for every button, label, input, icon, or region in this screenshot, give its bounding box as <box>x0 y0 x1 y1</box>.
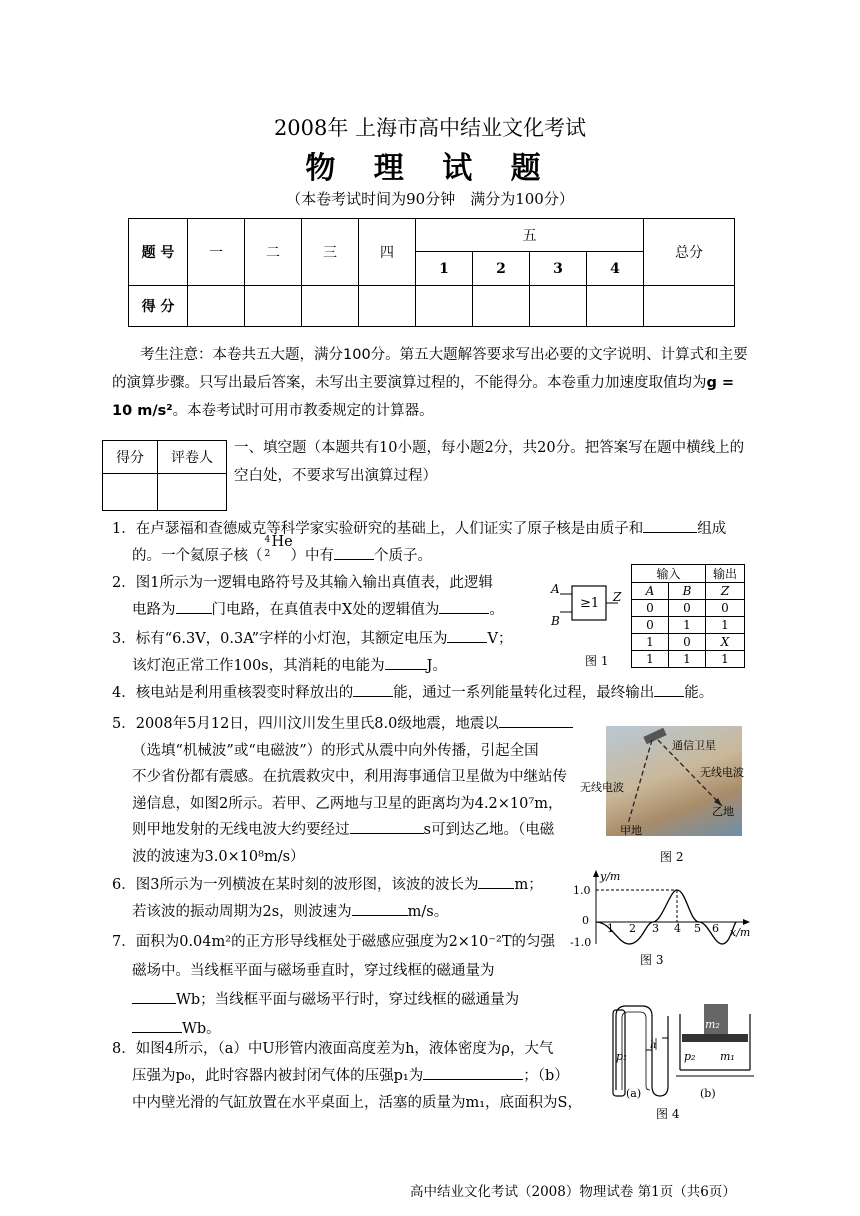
element-symbol: He <box>271 534 293 550</box>
score-table <box>128 218 735 327</box>
truth-cell: 1 <box>669 651 706 668</box>
truth-table <box>631 564 745 668</box>
answer-blank[interactable] <box>350 817 424 834</box>
grader-box <box>102 440 227 511</box>
q-text: 个质子。 <box>374 548 432 564</box>
question-2 <box>112 570 552 624</box>
y-tick-1: 1.0 <box>573 884 591 897</box>
q-text: 递信息，如图2所示。若甲、乙两地与卫星的距离均为4.2×10⁷m， <box>132 795 563 812</box>
label-m2: m₂ <box>705 1018 720 1031</box>
x-arrow <box>743 919 750 925</box>
truth-cell: 1 <box>706 617 745 634</box>
q-text: （选填“机械波”或“电磁波”）的形式从震中向外传播，引起全国 <box>132 742 539 759</box>
q-text: 能，通过一系列能量转化过程，最终输出 <box>393 685 655 701</box>
truth-cell: 0 <box>669 634 706 651</box>
piston <box>682 1034 748 1042</box>
score-cell <box>473 286 530 327</box>
exam-title: 2008年 上海市高中结业文化考试 <box>273 116 587 140</box>
exam-subtitle: （本卷考试时间为90分钟 满分为100分） <box>286 190 574 208</box>
x-tick: 6 <box>712 922 719 935</box>
question-3 <box>112 626 552 680</box>
q-text: Wb；当线框平面与磁场平行时，穿过线框的磁通量为 <box>176 992 520 1008</box>
answer-blank[interactable] <box>439 597 489 614</box>
question-5 <box>112 711 602 870</box>
answer-blank[interactable] <box>654 680 684 697</box>
candidate-notice <box>112 341 752 425</box>
notice-g: g = 10 m/s² <box>112 375 735 419</box>
q-text: 7．面积为0.04m²的正方形导线框处于磁感应强度为2×10⁻²T的匀强 <box>112 934 556 950</box>
label-b: B <box>551 614 560 628</box>
q-text: 电路为 <box>132 602 176 618</box>
answer-blank[interactable] <box>423 1063 523 1080</box>
section-1-heading <box>234 434 754 490</box>
answer-blank[interactable] <box>478 872 514 889</box>
q-text: 能。 <box>684 685 714 701</box>
q-line <box>112 1021 221 1037</box>
atomic-number: 2 <box>264 549 271 559</box>
question-6 <box>112 872 582 926</box>
q-text: J。 <box>426 658 447 674</box>
question-4 <box>112 680 762 707</box>
label-p1: p₁ <box>616 1050 628 1063</box>
score-row-label: 得 分 <box>129 286 188 327</box>
q-text: 若该波的振动周期为2s，则波速为 <box>132 904 352 920</box>
answer-blank[interactable] <box>132 987 176 1004</box>
label-a: A <box>551 582 560 596</box>
x-tick: 1 <box>607 922 614 935</box>
q-line <box>112 992 519 1008</box>
truth-cell: 1 <box>669 617 706 634</box>
q-text: 波的波速为3.0×10⁸m/s） <box>132 848 305 865</box>
notice-text: 考生注意：本卷共五大题，满分100分。第五大题解答要求写出必要的文字说明、计算式和主要的演算步骤。只写出最后答案，未写出主要演算过程的，不能得分。本卷重力加速度取值均为 <box>112 347 748 391</box>
q-text: 该灯泡正常工作100s，其消耗的电能为 <box>132 658 385 674</box>
grader-cell <box>158 474 227 511</box>
q-text: 6．图3所示为一列横波在某时刻的波形图，该波的波长为 <box>112 877 479 893</box>
x-tick: 3 <box>652 922 659 935</box>
helium-symbol <box>263 534 293 570</box>
fig3-caption: 图 3 <box>640 953 664 967</box>
truth-head-in: 输入 <box>632 565 706 583</box>
q-text: ；（b） <box>523 1068 569 1084</box>
label-p2: p₂ <box>684 1050 696 1063</box>
q-text: 5．2008年5月12日，四川汶川发生里氏8.0级地震，地震以 <box>112 716 499 732</box>
truth-cell: 0 <box>669 600 706 617</box>
q-text: 4．核电站是利用重核裂变时释放出的 <box>112 685 354 701</box>
satellite-icon <box>643 728 666 745</box>
question-8 <box>112 1036 606 1117</box>
score-cell <box>302 286 359 327</box>
answer-blank[interactable] <box>352 899 408 916</box>
q-text: 。 <box>489 602 504 618</box>
gate-symbol: ≥1 <box>580 596 600 611</box>
q-text: 磁场中。当线框平面与磁场垂直时，穿过线框的磁通量为 <box>132 963 495 979</box>
q-text: 门电路，在真值表中X处的逻辑值为 <box>211 602 440 618</box>
y-label: y/m <box>600 870 621 883</box>
page-footer: 高中结业文化考试（2008）物理试卷 第1页（共6页） <box>410 1184 736 1200</box>
q-text: ）中有 <box>290 548 334 564</box>
col-total: 总分 <box>644 219 735 286</box>
score-cell <box>416 286 473 327</box>
score-cell <box>587 286 644 327</box>
q-text: 不少省份都有震感。在抗震救灾中，利用海事通信卫星做为中继站传 <box>132 769 567 785</box>
score-cell <box>644 286 735 327</box>
mass-number: 4 <box>264 535 271 545</box>
truth-cell: 0 <box>632 617 669 634</box>
answer-blank[interactable] <box>447 626 487 643</box>
grader-cell <box>103 474 158 511</box>
truth-cell: A <box>632 583 669 600</box>
notice-text-b: 。本卷考试时可用市教委规定的计算器。 <box>172 403 434 419</box>
col-4: 四 <box>359 219 416 286</box>
label-a-fig: (a) <box>626 1087 642 1100</box>
answer-blank[interactable] <box>385 653 427 670</box>
label-b-fig: (b) <box>700 1087 716 1100</box>
q-text: 8．如图4所示，（a）中U形管内液面高度差为h，液体密度为ρ，大气 <box>112 1041 554 1057</box>
label-h: h <box>650 1040 657 1051</box>
col-2: 二 <box>245 219 302 286</box>
q-text: m； <box>514 877 543 893</box>
col-5-2: 2 <box>473 252 530 286</box>
q-text: 1．在卢瑟福和查德威克等科学家实验研究的基础上，人们证实了原子核是由质子和 <box>112 521 644 537</box>
col-1: 一 <box>188 219 245 286</box>
wave-curve <box>596 890 736 944</box>
answer-blank[interactable] <box>353 680 393 697</box>
truth-cell: 1 <box>632 651 669 668</box>
section-heading-text: 一、填空题（本题共有10小题，每小题2分，共20分。把答案写在题中横线上的空白处，不要求写出演算过程） <box>234 440 745 484</box>
truth-cell: 1 <box>632 634 669 651</box>
label-wave-1: 无线电波 <box>580 781 624 794</box>
x-tick: 5 <box>694 922 701 935</box>
score-cell <box>530 286 587 327</box>
fig1-caption: 图 1 <box>585 654 609 668</box>
x-tick: 4 <box>674 922 681 935</box>
col-3: 三 <box>302 219 359 286</box>
row-label: 题 号 <box>129 219 188 286</box>
answer-blank[interactable] <box>499 711 573 728</box>
answer-blank[interactable] <box>176 597 212 614</box>
col-5-3: 3 <box>530 252 587 286</box>
question-1 <box>112 516 762 570</box>
answer-blank[interactable] <box>334 543 374 560</box>
label-m1: m₁ <box>720 1050 735 1063</box>
subject-title: 物 理 试 题 <box>305 151 555 186</box>
q-text: 压强为p₀，此时容器内被封闭气体的压强p₁为 <box>132 1068 424 1084</box>
truth-cell: B <box>669 583 706 600</box>
truth-cell: X <box>706 634 745 651</box>
answer-blank[interactable] <box>643 516 697 533</box>
question-7 <box>112 928 602 1044</box>
x-tick: 2 <box>629 922 636 935</box>
x-label: x/m <box>730 926 751 939</box>
label-wave-2: 无线电波 <box>700 766 744 779</box>
col-5-4: 4 <box>587 252 644 286</box>
answer-blank[interactable] <box>132 1016 182 1033</box>
q-text: s可到达乙地。（电磁 <box>423 822 555 838</box>
q-text: m/s。 <box>407 904 449 920</box>
q-text: 组成 <box>697 521 727 537</box>
q-text: V； <box>487 631 513 647</box>
truth-cell: Z <box>706 583 745 600</box>
truth-cell: 0 <box>632 600 669 617</box>
fig2-caption: 图 2 <box>660 850 684 864</box>
q-text: 则甲地发射的无线电波大约要经过 <box>132 822 350 838</box>
score-cell <box>245 286 302 327</box>
label-yi: 乙地 <box>712 805 734 818</box>
wave-up <box>628 740 652 824</box>
grader-reviewer-label: 评卷人 <box>158 441 227 474</box>
q-text: 2．图1所示为一逻辑电路符号及其输入输出真值表，此逻辑 <box>112 575 493 591</box>
y-tick-neg: -1.0 <box>570 936 592 949</box>
y-arrow <box>593 870 599 877</box>
q-text: 中内壁光滑的气缸放置在水平桌面上，活塞的质量为m₁，底面积为S， <box>132 1095 582 1111</box>
col-5-1: 1 <box>416 252 473 286</box>
label-jia: 甲地 <box>620 824 642 837</box>
score-cell <box>188 286 245 327</box>
score-cell <box>359 286 416 327</box>
truth-head-out: 输出 <box>706 565 745 583</box>
truth-cell: 1 <box>706 651 745 668</box>
label-satellite: 通信卫星 <box>672 739 716 752</box>
fig4-caption: 图 4 <box>656 1107 680 1121</box>
grader-score-label: 得分 <box>103 441 158 474</box>
truth-cell: 0 <box>706 600 745 617</box>
label-z: Z <box>613 590 622 604</box>
col-5: 五 <box>416 219 644 252</box>
q-text: 的。一个氦原子核（ <box>132 548 263 564</box>
q-text: 3．标有“6.3V，0.3A”字样的小灯泡，其额定电压为 <box>112 631 448 647</box>
y-tick-0: 0 <box>582 914 589 927</box>
q-text: Wb。 <box>182 1021 221 1037</box>
